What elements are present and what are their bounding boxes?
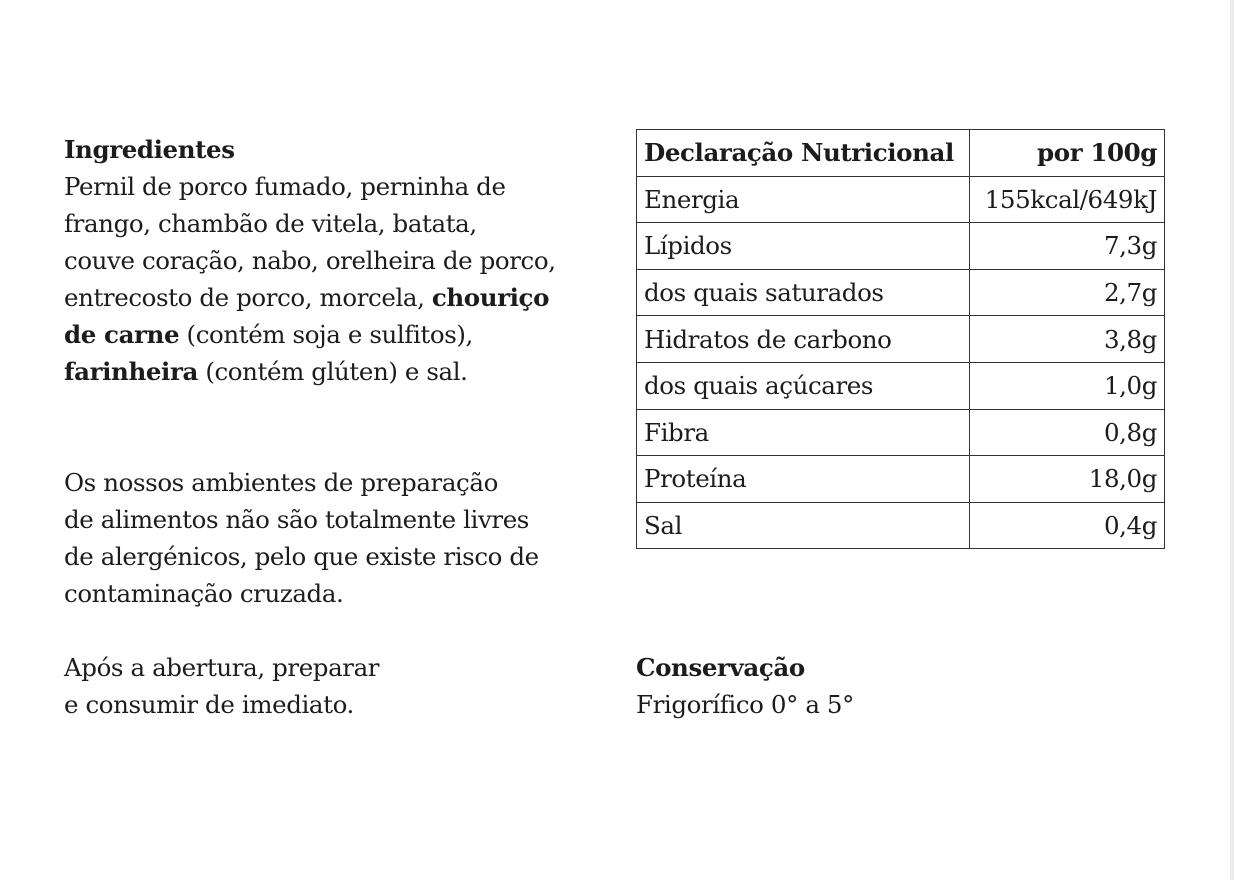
nutrient-value: 155kcal/649kJ	[970, 176, 1165, 223]
nutrition-header-label: Declaração Nutricional	[637, 130, 970, 177]
nutrition-row	[637, 176, 1165, 223]
conservation-text: Frigorífico 0° a 5°	[636, 690, 854, 719]
nutrient-label: Hidratos de carbono	[637, 316, 970, 363]
nutrient-value: 0,8g	[970, 409, 1165, 456]
nutrient-label: Sal	[637, 502, 970, 549]
ingredients-text-span: (contém glúten) e sal.	[197, 357, 468, 386]
nutrition-row	[637, 362, 1165, 409]
nutrient-label: Fibra	[637, 409, 970, 456]
allergen-notice-line: de alergénicos, pelo que existe risco de	[64, 542, 539, 571]
conservation-heading: Conservação	[636, 653, 805, 682]
nutrient-value: 3,8g	[970, 316, 1165, 363]
nutrient-value: 0,4g	[970, 502, 1165, 549]
after-opening-line: Após a abertura, preparar	[64, 653, 380, 682]
nutrition-header-unit: por 100g	[970, 130, 1165, 177]
left-column	[64, 131, 584, 723]
ingredients-text	[64, 168, 584, 390]
nutrient-value: 1,0g	[970, 362, 1165, 409]
nutrient-value: 2,7g	[970, 269, 1165, 316]
ingredients-line	[64, 279, 584, 316]
allergen-notice-line: contaminação cruzada.	[64, 579, 344, 608]
allergen-de-carne: de carne	[64, 320, 180, 349]
nutrition-row	[637, 269, 1165, 316]
nutrition-row	[637, 456, 1165, 503]
nutrient-label: dos quais açúcares	[637, 362, 970, 409]
ingredients-line	[64, 353, 584, 390]
nutrition-table	[636, 129, 1165, 549]
nutrient-label: dos quais saturados	[637, 269, 970, 316]
conservation-section	[636, 649, 854, 723]
ingredients-line: frango, chambão de vitela, batata,	[64, 209, 477, 238]
ingredients-line	[64, 316, 584, 353]
ingredients-text-span: entrecosto de porco, morcela,	[64, 283, 432, 312]
nutrition-row	[637, 409, 1165, 456]
after-opening-line: e consumir de imediato.	[64, 690, 354, 719]
allergen-chourico: chouriço	[431, 283, 550, 312]
spacer	[64, 390, 584, 464]
page-edge	[1230, 0, 1234, 880]
nutrition-row	[637, 223, 1165, 270]
nutrient-value: 7,3g	[970, 223, 1165, 270]
nutrition-row	[637, 316, 1165, 363]
ingredients-text-span: (contém soja e sulfitos),	[179, 320, 473, 349]
nutrient-label: Proteína	[637, 456, 970, 503]
allergen-notice-line: Os nossos ambientes de preparação	[64, 468, 498, 497]
nutrient-value: 18,0g	[970, 456, 1165, 503]
nutrition-row	[637, 502, 1165, 549]
ingredients-heading: Ingredientes	[64, 135, 235, 164]
after-opening-note	[64, 649, 584, 723]
allergen-farinheira: farinheira	[64, 357, 198, 386]
nutrition-header-row	[637, 130, 1165, 177]
spacer	[64, 612, 584, 649]
nutrient-label: Energia	[637, 176, 970, 223]
ingredients-line: Pernil de porco fumado, perninha de	[64, 172, 506, 201]
ingredients-line: couve coração, nabo, orelheira de porco,	[64, 246, 556, 275]
allergen-notice	[64, 464, 584, 612]
nutrient-label: Lípidos	[637, 223, 970, 270]
allergen-notice-line: de alimentos não são totalmente livres	[64, 505, 529, 534]
